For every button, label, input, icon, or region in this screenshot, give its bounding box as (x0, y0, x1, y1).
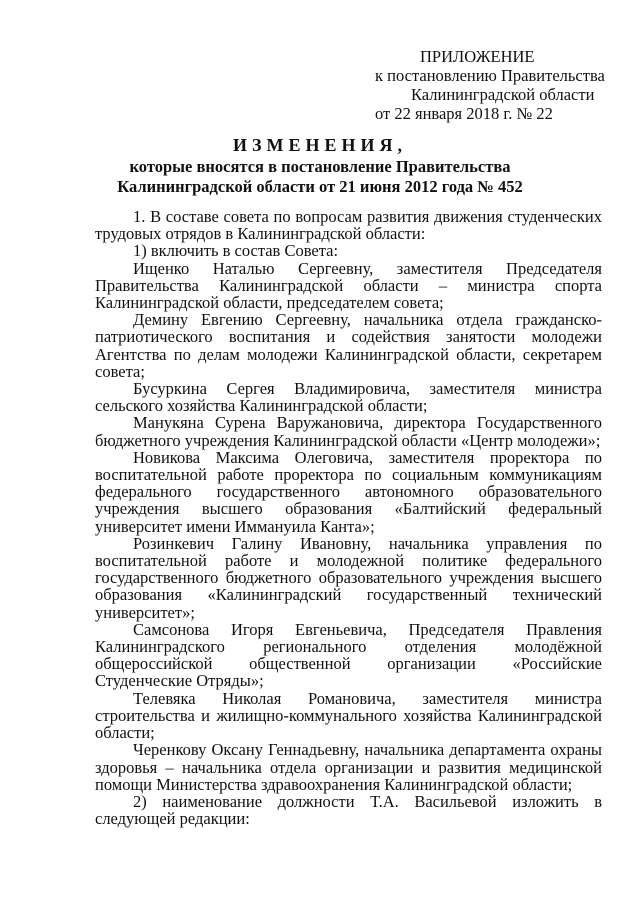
paragraph-12: 2) наименование должности Т.А. Васильевой изложить в следующей редакции: (95, 791, 602, 829)
paragraph-1: 1. В составе совета по вопросам развития движения студенческих трудовых отрядов в Калининградской области: (95, 207, 602, 244)
heading-subtitle-1: которые вносятся в постановление Правительства (129, 157, 511, 176)
appendix-line-2: Калининградской области (411, 85, 595, 104)
paragraph-4: Демину Евгению Сергеевну, начальника отдела гражданско-патриотического воспитания и содействия занятости молодежи Агентства по делам молодежи Калининградской области, секретарем совета; (95, 310, 602, 381)
paragraph-11: Черенкову Оксану Геннадьевну, начальника департамента охраны здоровья – начальника отдела организации и развития медицинской помощи Министерства здравоохранения Калининградской области; (95, 740, 602, 794)
heading-subtitle-2: Калининградской области от 21 июня 2012 года № 452 (117, 177, 523, 196)
paragraph-9: Самсонова Игоря Евгеньевича, Председателя Правления Калининградского регионального отделения молодёжной общероссийской общественной организации «Российские Студенческие Отряды»; (95, 619, 602, 691)
appendix-line-1: к постановлению Правительства (375, 66, 605, 85)
paragraph-8: Розинкевич Галину Ивановну, начальника управления по воспитательной работе и молодежной политике федерального государственного бюджетного образовательного учреждения высшего образования «Калининградский государственный технический университет»; (95, 533, 602, 622)
heading-title: ИЗМЕНЕНИЯ, (232, 135, 407, 155)
document-heading (0, 133, 640, 197)
paragraph-6: Манукяна Сурена Варужановича, директора Государственного бюджетного учреждения Калининградской области «Центр молодежи»; (95, 413, 602, 450)
appendix-block (364, 47, 604, 123)
paragraph-10: Телевяка Николая Романовича, заместителя министра строительства и жилищно-коммунального хозяйства Калининградской области; (95, 688, 602, 743)
paragraph-3: Ищенко Наталью Сергеевну, заместителя Председателя Правительства Калининградской области – министра спорта Калининградской области, председателем совета; (95, 258, 602, 313)
appendix-title: ПРИЛОЖЕНИЕ (420, 47, 535, 66)
paragraph-2: 1) включить в состав Совета: (133, 241, 339, 261)
paragraph-5: Бусуркина Сергея Владимировича, заместителя министра сельского хозяйства Калининградской области; (95, 379, 602, 416)
appendix-line-3: от 22 января 2018 г. № 22 (375, 104, 553, 123)
paragraph-7: Новикова Максима Олеговича, заместителя проректора по воспитательной работе проректора по социальным коммуникациям федерального государственного автономного образовательного учреждения высшего образования «Балтийский федеральный университет имени Иммануила Канта»; (95, 447, 602, 536)
document-body (95, 208, 602, 827)
